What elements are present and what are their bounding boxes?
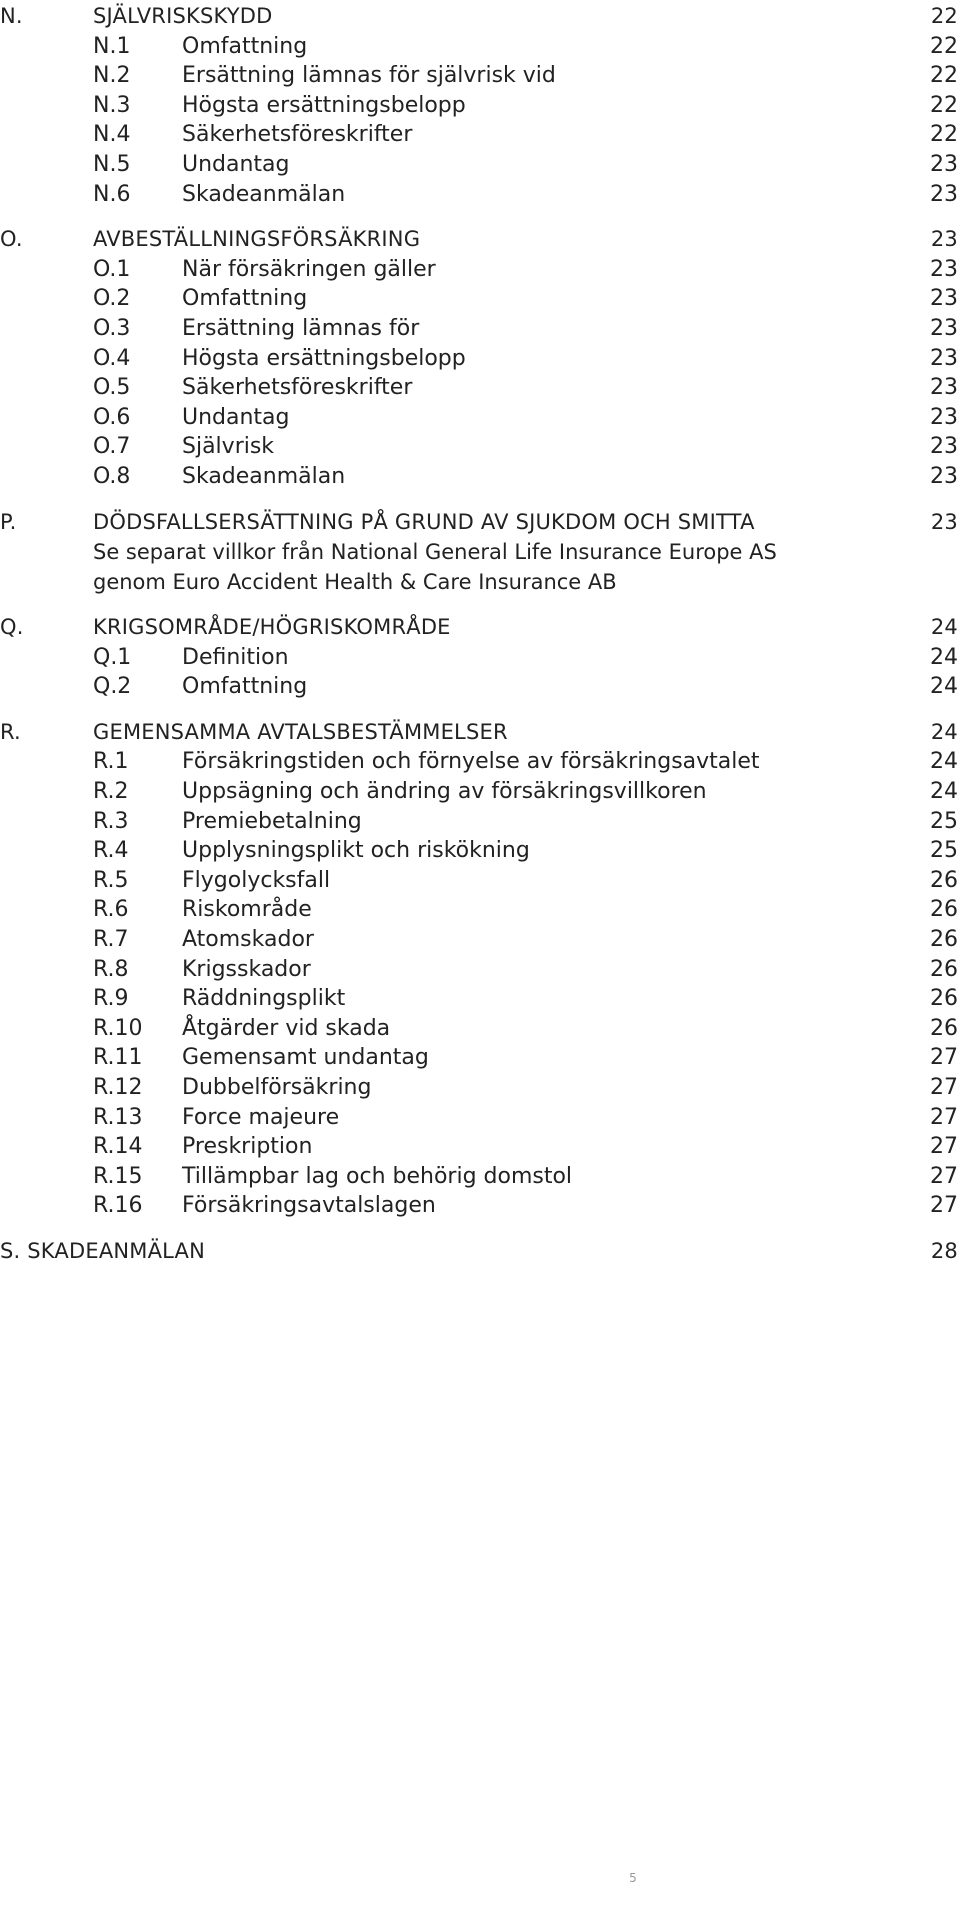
toc-entry (0, 344, 960, 374)
toc-entry (0, 672, 960, 702)
toc-entry (0, 1162, 960, 1192)
entry-number: R.6 (93, 897, 129, 923)
entry-number: N.2 (93, 63, 131, 89)
section-letter: N. (0, 4, 23, 28)
entry-page-number: 26 (930, 956, 958, 982)
entry-title: Krigsskador (182, 956, 311, 982)
entry-title: Force majeure (182, 1104, 340, 1130)
toc-entry (0, 373, 960, 403)
entry-page-number: 25 (930, 808, 958, 834)
entry-title: Dubbelförsäkring (182, 1075, 372, 1100)
entry-title: När försäkringen gäller (182, 256, 436, 282)
entry-page-number: 24 (930, 644, 958, 670)
toc-entry (0, 120, 960, 150)
section-title: KRIGSOMRÅDE/HÖGRISKOMRÅDE (93, 615, 451, 640)
entry-number: O.1 (93, 256, 131, 282)
toc-entry (0, 643, 960, 673)
entry-number: R.14 (93, 1134, 143, 1160)
toc-entry (0, 925, 960, 955)
entry-page-number: 27 (930, 1075, 958, 1100)
entry-title: Uppsägning och ändring av försäkringsvillkoren (182, 779, 707, 805)
entry-title: Försäkringsavtalslagen (182, 1193, 436, 1219)
entry-number: R.15 (93, 1163, 143, 1189)
entry-number: N.5 (93, 151, 131, 177)
entry-page-number: 27 (930, 1163, 958, 1189)
section-heading (0, 508, 960, 538)
entry-number: N.1 (93, 33, 131, 59)
section-letter: R. (0, 719, 21, 744)
section-title: DÖDSFALLSERSÄTTNING PÅ GRUND AV SJUKDOM OCH SMITTA (93, 509, 755, 534)
entry-number: R.11 (93, 1045, 143, 1071)
entry-page-number: 23 (930, 256, 958, 282)
entry-title: Undantag (182, 151, 290, 177)
entry-page-number: 23 (930, 315, 958, 341)
final-section-page-number: 28 (930, 1238, 958, 1263)
entry-title: Högsta ersättningsbelopp (182, 345, 466, 371)
entry-number: N.3 (93, 92, 131, 118)
toc-section (0, 2, 960, 209)
entry-page-number: 23 (930, 404, 958, 430)
section-page-number: 23 (930, 227, 958, 252)
entry-title: Skadeanmälan (182, 181, 346, 207)
section-title: GEMENSAMMA AVTALSBESTÄMMELSER (93, 719, 508, 744)
toc-entry (0, 955, 960, 985)
toc-entry (0, 284, 960, 314)
entry-number: O.4 (93, 345, 131, 371)
entry-title: Skadeanmälan (182, 463, 346, 489)
section-page-number: 24 (930, 615, 958, 640)
section-heading (0, 718, 960, 748)
toc-entry (0, 432, 960, 462)
toc-section (0, 613, 960, 702)
section-page-number: 24 (930, 719, 958, 744)
toc-entry (0, 1043, 960, 1073)
entry-page-number: 26 (930, 986, 958, 1012)
entry-page-number: 23 (930, 286, 958, 312)
toc-entry (0, 747, 960, 777)
entry-title: Undantag (182, 404, 290, 430)
entry-page-number: 27 (930, 1193, 958, 1219)
toc-entry (0, 895, 960, 925)
section-letter: O. (0, 227, 23, 252)
entry-title: Preskription (182, 1134, 313, 1160)
entry-title: Omfattning (182, 286, 308, 312)
toc-entry (0, 180, 960, 210)
page-number: 5 (629, 1871, 637, 1885)
entry-page-number: 26 (930, 1015, 958, 1041)
entry-title: Högsta ersättningsbelopp (182, 92, 466, 118)
section-heading (0, 2, 960, 32)
entry-page-number: 23 (930, 181, 958, 207)
entry-title: Atomskador (182, 927, 314, 953)
toc-entry (0, 314, 960, 344)
entry-page-number: 27 (930, 1045, 958, 1071)
toc-entry (0, 61, 960, 91)
entry-number: R.10 (93, 1015, 143, 1041)
entry-number: O.2 (93, 286, 131, 312)
entry-page-number: 27 (930, 1134, 958, 1160)
toc-section (0, 718, 960, 1221)
toc-entry (0, 1191, 960, 1221)
toc-entry (0, 32, 960, 62)
toc-entry (0, 403, 960, 433)
section-letter: P. (0, 509, 17, 534)
entry-number: R.7 (93, 927, 129, 953)
entry-number: R.12 (93, 1075, 143, 1100)
entry-number: Q.1 (93, 644, 132, 670)
toc-entry (0, 255, 960, 285)
entry-title: Riskområde (182, 897, 312, 923)
section-title: SJÄLVRISKSKYDD (93, 4, 273, 28)
entry-number: O.5 (93, 375, 131, 401)
entry-number: R.4 (93, 838, 129, 864)
entry-page-number: 22 (930, 122, 958, 148)
toc-entry (0, 984, 960, 1014)
entry-title: Upplysningsplikt och riskökning (182, 838, 530, 864)
section-page-number: 22 (930, 4, 958, 28)
section-letter: Q. (0, 615, 24, 640)
entry-number: R.9 (93, 986, 129, 1012)
entry-title: Säkerhetsföreskrifter (182, 122, 413, 148)
toc-entry (0, 462, 960, 492)
entry-title: Omfattning (182, 33, 308, 59)
entry-page-number: 23 (930, 151, 958, 177)
entry-number: R.8 (93, 956, 129, 982)
section-page-number: 23 (930, 509, 958, 534)
entry-title: Självrisk (182, 434, 275, 460)
entry-title: Säkerhetsföreskrifter (182, 375, 413, 401)
toc-entry (0, 866, 960, 896)
entry-number: R.3 (93, 808, 129, 834)
entry-page-number: 22 (930, 63, 958, 89)
entry-title: Ersättning lämnas för (182, 315, 420, 341)
entry-number: Q.2 (93, 674, 132, 700)
entry-title: Försäkringstiden och förnyelse av försäkringsavtalet (182, 749, 760, 775)
toc-entry (0, 807, 960, 837)
entry-title: Definition (182, 644, 289, 670)
toc-entry (0, 1073, 960, 1103)
entry-page-number: 24 (930, 779, 958, 805)
entry-title: Omfattning (182, 674, 308, 700)
section-heading (0, 613, 960, 643)
entry-page-number: 22 (930, 92, 958, 118)
entry-number: N.6 (93, 181, 131, 207)
entry-page-number: 23 (930, 434, 958, 460)
section-title: AVBESTÄLLNINGSFÖRSÄKRING (93, 227, 421, 252)
entry-page-number: 25 (930, 838, 958, 864)
entry-page-number: 24 (930, 674, 958, 700)
toc-entry (0, 777, 960, 807)
entry-title: Ersättning lämnas för självrisk vid (182, 63, 556, 89)
section-note (0, 537, 960, 597)
entry-page-number: 26 (930, 897, 958, 923)
entry-number: R.2 (93, 779, 129, 805)
entry-page-number: 22 (930, 33, 958, 59)
entry-title: Räddningsplikt (182, 986, 346, 1012)
entry-page-number: 23 (930, 375, 958, 401)
entry-number: R.5 (93, 867, 129, 893)
table-of-contents (0, 2, 960, 1267)
toc-entry (0, 91, 960, 121)
toc-entry (0, 836, 960, 866)
toc-section (0, 508, 960, 598)
final-section-heading (0, 1237, 960, 1267)
entry-number: O.7 (93, 434, 131, 460)
entry-page-number: 27 (930, 1104, 958, 1130)
entry-number: N.4 (93, 122, 131, 148)
toc-entry (0, 150, 960, 180)
toc-entry (0, 1103, 960, 1133)
entry-number: R.16 (93, 1193, 143, 1219)
entry-title: Gemensamt undantag (182, 1045, 429, 1071)
entry-number: O.6 (93, 404, 131, 430)
section-heading (0, 225, 960, 255)
entry-number: R.1 (93, 749, 129, 775)
entry-number: R.13 (93, 1104, 143, 1130)
entry-title: Flygolycksfall (182, 867, 331, 893)
toc-entry (0, 1014, 960, 1044)
entry-page-number: 23 (930, 345, 958, 371)
entry-number: O.3 (93, 315, 131, 341)
section-note-line: Se separat villkor från National General Life Insurance Europe AS (93, 540, 777, 565)
entry-page-number: 26 (930, 927, 958, 953)
entry-title: Åtgärder vid skada (182, 1015, 391, 1041)
entry-page-number: 26 (930, 867, 958, 893)
entry-number: O.8 (93, 463, 131, 489)
entry-page-number: 24 (930, 749, 958, 775)
entry-title: Tillämpbar lag och behörig domstol (182, 1163, 573, 1189)
section-note-line: genom Euro Accident Health & Care Insurance AB (93, 570, 617, 595)
entry-title: Premiebetalning (182, 808, 362, 834)
entry-page-number: 23 (930, 463, 958, 489)
final-section-title: S. SKADEANMÄLAN (0, 1238, 206, 1263)
toc-entry (0, 1132, 960, 1162)
toc-section (0, 225, 960, 491)
